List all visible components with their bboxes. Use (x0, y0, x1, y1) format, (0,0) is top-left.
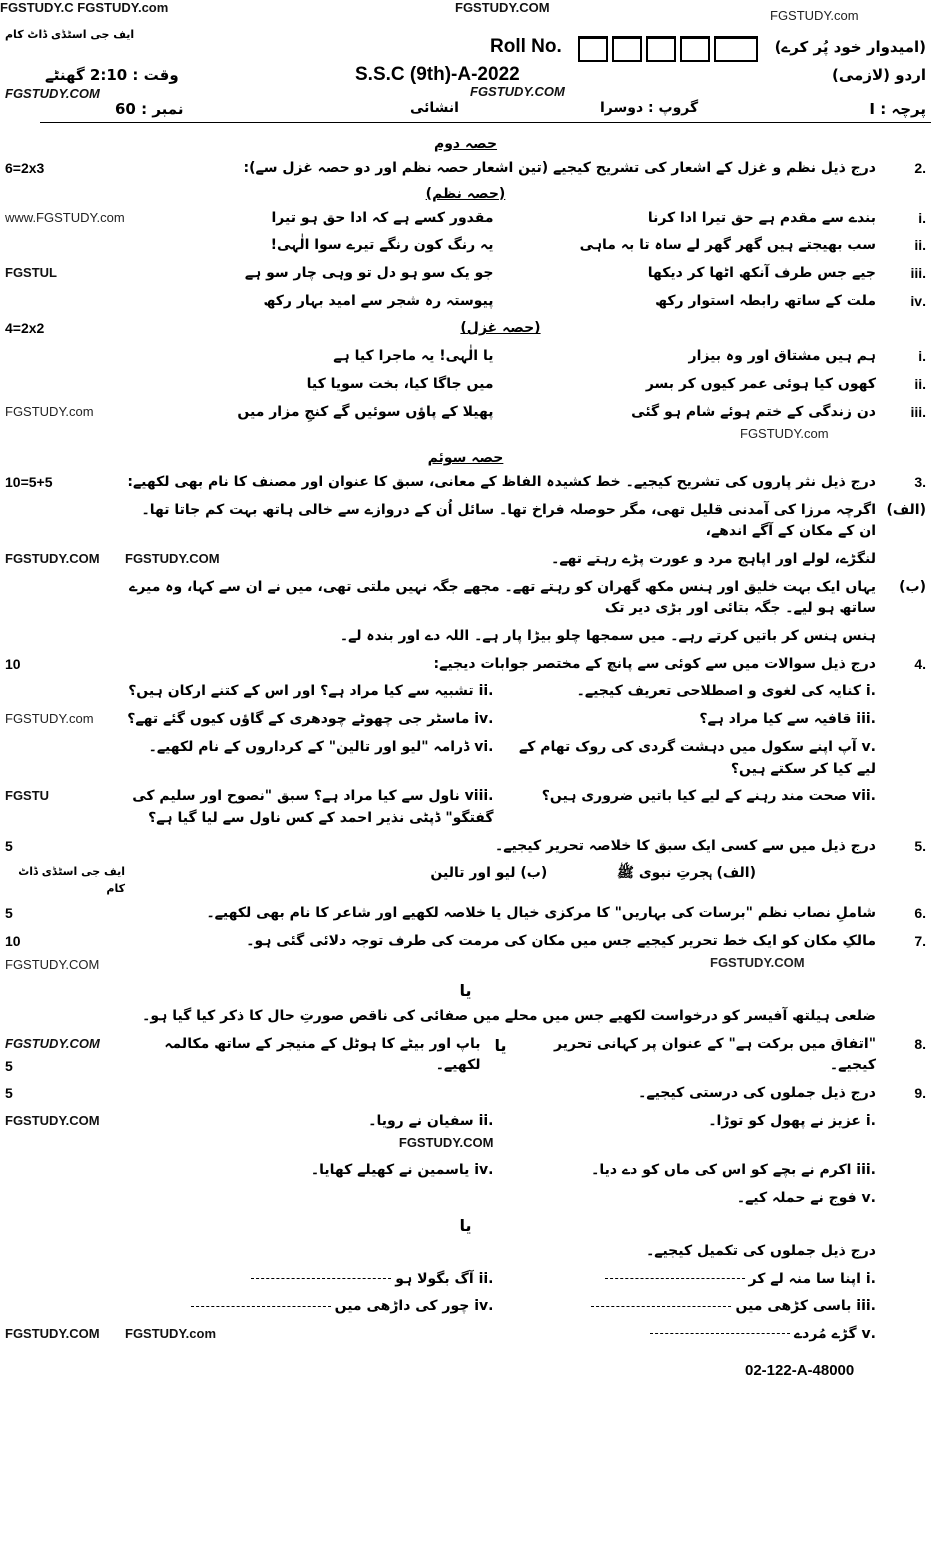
watermark: FGSTUDY.com (740, 426, 829, 442)
correction-list (5, 1111, 926, 1210)
list-item: .v فوج نے حملہ کیے۔ (736, 1190, 876, 1207)
question-text: درج ذیل جملوں کی درستی کیجیے۔ (638, 1085, 876, 1102)
verse-item (5, 346, 926, 368)
question-marks: 6=2x3 (5, 160, 45, 176)
answer-blank[interactable] (591, 1306, 731, 1307)
verse-second-line: جو یک سو ہو دل تو وہی چار سو ہے (244, 265, 494, 282)
list-item: .iv یاسمین نے کھیلے کھایا۔ (310, 1162, 494, 1179)
question-marks: 10 (5, 655, 21, 672)
question-text: درج ذیل جملوں کی تکمیل کیجیے۔ (646, 1242, 876, 1259)
ghazal-list (5, 346, 926, 423)
list-item: .ii تشبیہ سے کیا مراد ہے؟ اور اس کے کتنے ارکان ہیں؟ (128, 683, 494, 700)
verse-first-line: ہم ہیں مشتاق اور وہ بیزار (688, 348, 876, 365)
options-row (5, 863, 926, 897)
verse-item (5, 402, 926, 424)
or-separator: یا (494, 1035, 507, 1055)
list-item: .iv ماسٹر جی چھوٹے چودھری کے گاؤں کیوں گئے تھے؟ (127, 711, 494, 728)
nazm-list (5, 208, 926, 313)
list-row (5, 1324, 926, 1346)
list-item: .iii اکرم نے بچے کو اس کی ماں کو دے دیا۔ (591, 1162, 876, 1179)
list-row (5, 1188, 926, 1210)
verse-first-line: جیے جس طرف آنکھ اٹھا کر دیکھا (647, 265, 876, 282)
watermark: www.FGSTUDY.com (5, 209, 125, 225)
question-row (5, 1034, 926, 1078)
watermark: FGSTUDY.COM (5, 1325, 100, 1341)
question-row (5, 931, 926, 975)
verse-second-line: یا الٰہی! یہ ماجرا کیا ہے (333, 348, 494, 365)
verse-first-line: سب بھیجتے ہیں گھر گھر لے ساہ تا بہ ماہی (579, 237, 876, 254)
item-number: .iii (910, 265, 926, 282)
passage-row (5, 626, 926, 648)
section-title: حصہ سوئم (427, 449, 504, 466)
verse-first-line: ملت کے ساتھ رابطہ استوار رکھ (655, 292, 876, 309)
watermark: FGSTUDY.COM (5, 1113, 100, 1129)
list-row (5, 1160, 926, 1182)
list-item: .ii سفیان نے رویا۔ FGSTUDY.COM (368, 1113, 494, 1150)
exam-body (0, 130, 931, 1399)
passage-row (5, 500, 926, 543)
verse-second-line: مقدور کسے ہے کہ ادا حق ہو تیرا (271, 209, 494, 226)
question-marks: 5 (5, 1057, 13, 1074)
verse-first-line: کھوں کیا ہوئی عمر کیوں کر بسر (645, 375, 876, 392)
watermark: FGSTUDY.COM (125, 551, 220, 567)
question-marks: 4=2x2 (5, 320, 45, 337)
question-number: .5 (914, 837, 926, 854)
section-title: حصہ دوم (433, 136, 498, 152)
verse-first-line: بندے سے مقدم ہے حق تیرا ادا کرنا (647, 209, 876, 226)
list-item: .v گڑے مُردے (508, 1324, 877, 1346)
header-divider (40, 122, 931, 123)
or-separator: یا (459, 980, 472, 1000)
group: گروپ : دوسرا (600, 100, 699, 116)
list-row (5, 709, 926, 731)
question-text: "اتفاق میں برکت ہے" کے عنوان پر کہانی تحریر کیجیے۔ (554, 1035, 876, 1074)
watermark: FGSTUDY.com (125, 1325, 217, 1341)
list-row (5, 681, 926, 703)
watermark: FGSTUDY.com (5, 403, 94, 419)
question-text: درج ذیل میں سے کسی ایک سبق کا خلاصہ تحریر کیجیے۔ (495, 837, 876, 854)
list-row (5, 786, 926, 829)
ghazal-heading-row (5, 318, 926, 340)
list-row (5, 737, 926, 780)
watermark: FGSTUL (5, 265, 57, 281)
question-row (5, 472, 926, 494)
passage-label: (ب) (899, 578, 926, 595)
question-text: شاملِ نصاب نظم "برسات کی بہاریں" کا مرکزی خیال یا خلاصہ لکھیے اور شاعر کا نام بھی لکھیے۔ (206, 905, 876, 922)
watermark: ایف جی اسٹڈی ڈاٹ کام (5, 28, 135, 41)
watermark: FGSTU (5, 788, 50, 804)
question-row (5, 1083, 926, 1105)
list-item: .i کنایہ کی لغوی و اصطلاحی تعریف کیجیے۔ (576, 683, 876, 700)
watermark: FGSTUDY.com (5, 711, 94, 727)
question-number: .4 (914, 655, 926, 672)
subject: اردو (لازمی) (832, 66, 926, 84)
question-row (5, 654, 926, 676)
total-marks: نمبر : 60 (115, 100, 184, 118)
question-number: .2 (914, 160, 926, 176)
watermark: FGSTUDY.COM (5, 956, 100, 972)
watermark-row (5, 423, 926, 444)
option-a: (الف) ہجرتِ نبوی ﷺ (617, 865, 756, 882)
paper-number: پرچہ : I (869, 100, 926, 118)
verse-item (5, 208, 926, 230)
verse-item (5, 235, 926, 257)
watermark: FGSTUDY.COM (470, 84, 565, 99)
paper-type: انشائی (410, 100, 459, 116)
verse-item (5, 291, 926, 313)
question-number: .7 (914, 933, 926, 950)
question-row (5, 1006, 926, 1028)
subsection-title: (حصہ غزل) (460, 320, 541, 337)
question-text: درج ذیل نظم و غزل کے اشعار کی تشریح کیجیے (تین اشعار حصہ نظم اور دو حصہ غزل سے): (243, 160, 876, 176)
verse-second-line: پھیلا کے پاؤں سوئیں گے کنجِ مزار میں (237, 403, 494, 420)
item-number: .iv (910, 292, 926, 309)
list-item: .iii قافیہ سے کیا مراد ہے؟ (699, 711, 876, 728)
completion-list (5, 1269, 926, 1346)
watermark: FGSTUDY.COM (455, 0, 550, 15)
item-number: .iii (910, 403, 926, 420)
passage-text: اگرچہ مرزا کی آمدنی قلیل تھی، مگر حوصلہ فراخ تھا۔ سائل اُن کے دروازے سے خالی ہاتھ بہت کم جاتا تھا۔ ان کے مکان کے آگے اندھے، (141, 501, 876, 540)
or-separator: یا (459, 1215, 472, 1235)
verse-second-line: پیوستہ رہ شجر سے امید بہار رکھ (263, 292, 494, 309)
passage-text: لنگڑے، لولے اور اپاہج مرد و عورت پڑے رہتے تھے۔ (551, 551, 876, 568)
question-number: .6 (914, 905, 926, 922)
list-item: .viii ناول سے کیا مراد ہے؟ سبق "نصوح اور سلیم کی گفتگو" ڈپٹی نذیر احمد کے کس ناول سے لیا گیا ہے؟ (132, 788, 494, 826)
list-item: .vi ڈرامہ "لیو اور تالین" کے کرداروں کے نام لکھیے۔ (148, 738, 494, 755)
list-item: .iv چور کی داڑھی میں (125, 1296, 494, 1318)
answer-blank[interactable] (650, 1333, 790, 1334)
question-number: .8 (914, 1035, 926, 1052)
verse-first-line: دن زندگی کے ختم ہوئے شام ہو گئی (631, 403, 876, 420)
subsection-title: (حصہ نظم) (425, 185, 506, 202)
question-row (5, 1241, 926, 1263)
item-number: .ii (914, 237, 926, 254)
question-marks: 10 (5, 933, 21, 950)
question-row (5, 836, 926, 858)
watermark: FGSTUDY.COM (710, 954, 805, 970)
paper-code: 02-122-A-48000 (745, 1361, 855, 1379)
question-row (5, 158, 926, 180)
question-marks: 5 (5, 905, 13, 922)
verse-item (5, 263, 926, 285)
question-text: مالکِ مکان کو ایک خط تحریر کیجیے جس میں مکان کی مرمت کی طرف توجہ دلائی گئی ہو۔ (246, 933, 876, 950)
footer-row (5, 1360, 926, 1399)
option-b: (ب) لیو اور تالین (430, 865, 548, 882)
verse-item (5, 374, 926, 396)
passage-text: یہاں ایک بہت خلیق اور ہنس مکھ گھران کو رہتے تھے۔ مجھے جگہ نہیں ملتی تھی، میں نے ان سے کہا، وہ میرے ساتھ ہو لیے۔ جگہ بتائی اور بڑی دیر تک (129, 578, 876, 617)
watermark: FGSTUDY.COM (5, 551, 100, 567)
question-text: ضلعی ہیلتھ آفیسر کو درخواست لکھیے جس میں محلے میں صفائی کی ناقص صورتِ حال کا ذکر کیا گیا ہو۔ (142, 1007, 876, 1024)
candidate-note: (امیدوار خود پُر کرے) (774, 38, 926, 56)
verse-second-line: یہ رنگ کون رنگے تیرے سوا الٰہی! (270, 237, 494, 254)
watermark: FGSTUDY.COM (398, 1134, 494, 1150)
list-row (5, 1269, 926, 1291)
list-item: .i عزیز نے پھول کو توڑا۔ (708, 1113, 876, 1130)
exam-title: S.S.C (9th)-A-2022 (355, 64, 520, 85)
item-number: .i (918, 348, 926, 365)
question-marks: 5 (5, 837, 13, 854)
watermark: FGSTUDY.C FGSTUDY.com (0, 0, 169, 15)
list-item: .iii باسی کڑھی میں (508, 1296, 877, 1318)
list-row (5, 1111, 926, 1154)
short-questions-list (5, 681, 926, 829)
verse-second-line: میں جاگا کیا، بخت سویا کیا (306, 375, 494, 392)
question-text: باپ اور بیٹے کا ہوٹل کے منیجر کے ساتھ مکالمہ لکھیے۔ (164, 1035, 481, 1074)
item-number: .i (918, 209, 926, 226)
passage-text: ہنس ہنس کر باتیں کرتے رہے۔ میں سمجھا چلو بیڑا پار ہے۔ اللہ دے اور بندہ لے۔ (339, 628, 876, 645)
question-text: درج ذیل سوالات میں سے کوئی سے پانچ کے مختصر جوابات دیجیے: (433, 655, 876, 672)
passage-row (5, 577, 926, 620)
question-marks: 10=5+5 (5, 473, 53, 490)
watermark: FGSTUDY.com (770, 8, 859, 23)
passage-label: (الف) (886, 501, 926, 518)
watermark: FGSTUDY.COM (5, 1035, 100, 1051)
time-allowed: وقت : 2:10 گھنٹے (45, 66, 179, 84)
question-row (5, 903, 926, 925)
question-number: .9 (914, 1085, 926, 1102)
passage-row (5, 549, 926, 571)
question-marks: 5 (5, 1085, 13, 1102)
answer-blank[interactable] (191, 1306, 331, 1307)
list-item: .ii آگ بگولا ہو (125, 1269, 494, 1291)
answer-blank[interactable] (605, 1278, 745, 1279)
roll-no-label: Roll No. (490, 36, 562, 57)
list-item: .v آپ اپنے سکول میں دہشت گردی کی روک تھام کے لیے کیا کر سکتے ہیں؟ (519, 738, 876, 777)
answer-blank[interactable] (251, 1278, 391, 1279)
watermark: FGSTUDY.COM (5, 86, 100, 101)
list-row (5, 1296, 926, 1318)
list-item: .vii صحت مند رہنے کے لیے کیا باتیں ضروری ہیں؟ (541, 788, 876, 805)
question-text: درج ذیل نثر پاروں کی تشریح کیجیے۔ خط کشیدہ الفاظ کے معانی، سبق کا عنوان اور مصنف کا نام بھی لکھیے: (127, 473, 876, 490)
watermark: ایف جی اسٹڈی ڈاٹ کام (18, 865, 125, 896)
item-number: .ii (914, 375, 926, 392)
question-number: .3 (914, 473, 926, 490)
list-item: .i اپنا سا منہ لے کر (508, 1269, 877, 1291)
